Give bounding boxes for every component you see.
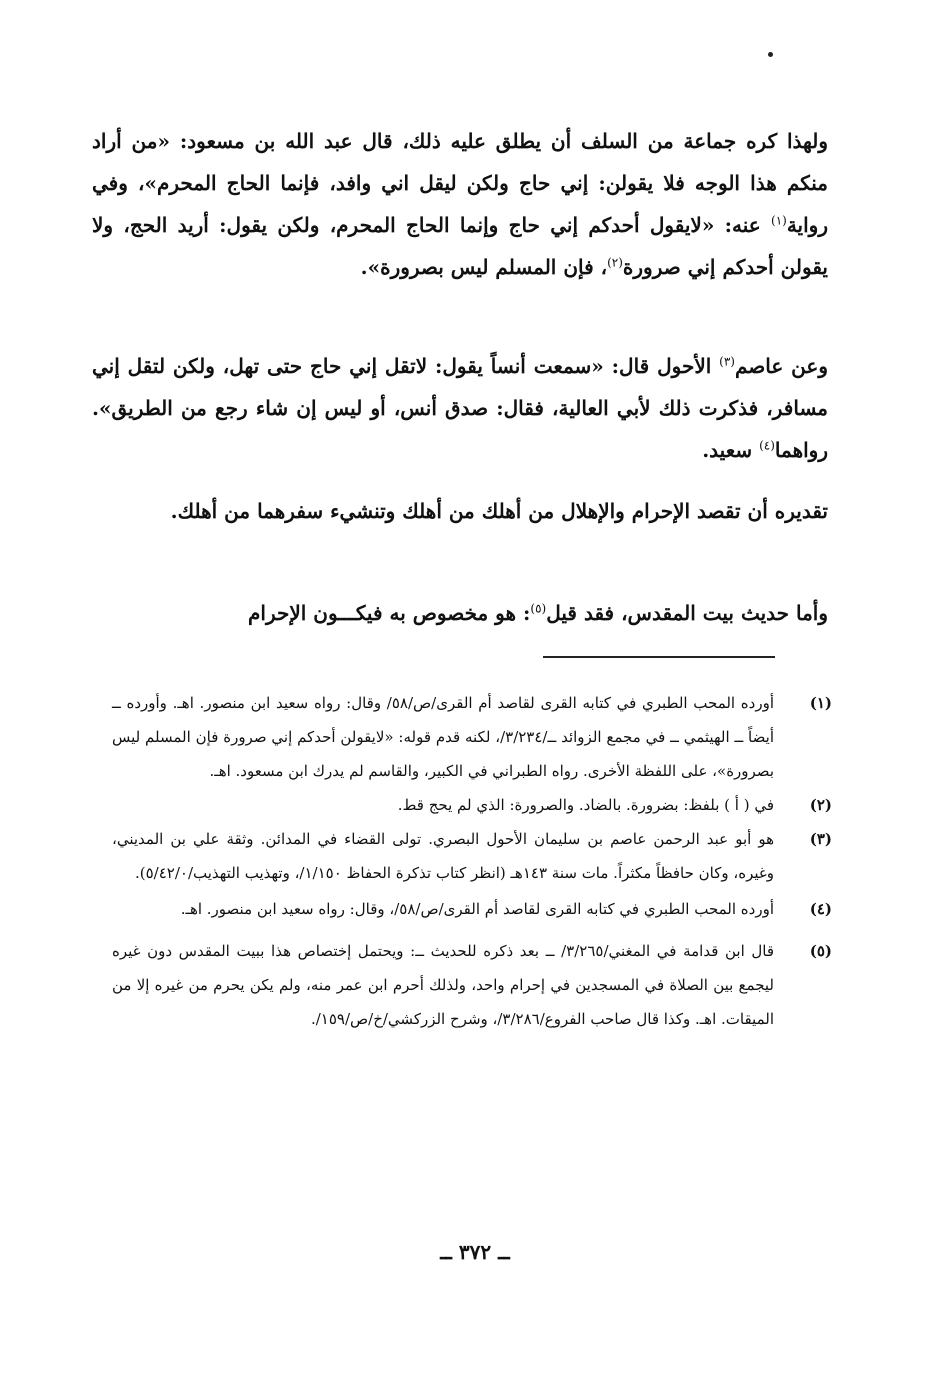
footnote-text: في ( أ ) بلفظ: بضرورة. بالضاد. والصرورة: الذي لم يحج قط. [397, 796, 774, 814]
footnote-number: (٣) [809, 830, 832, 848]
footnote-1 [112, 686, 832, 788]
paragraph-1-text-b: عنه: «لايقول أحدكم إني حاج وإنما الحاج المحرم، ولكن يقول: أريد الحج، ولا يقولن أحدكم إني صرورة [92, 213, 828, 279]
paragraph-1 [92, 120, 828, 288]
paragraph-2 [92, 345, 828, 471]
footnote-number: (٤) [809, 900, 832, 918]
footnote-number: (٥) [809, 942, 832, 960]
paragraph-2-text: وعن عاصم [734, 354, 828, 378]
footnote-text: أورده المحب الطبري في كتابه القرى لقاصد أم القرى/ص/٥٨/ وقال: رواه سعيد ابن منصور. اهـ. وأورده ــ أيضاً ــ الهيثمي ــ في مجمع الزوائد ــ/٣/٢٣٤/، لكنه قدم قوله: «لايقولن أحدكم إني صرورة فإن المسلم ليس بصرورة»، على اللفظة الأخرى. رواه الطبراني في الكبير، والقاسم لم يدرك ابن مسعود. اهـ. [112, 694, 774, 780]
footnote-separator [543, 656, 775, 658]
paragraph-3-text: تقديره أن تقصد الإحرام والإهلال من أهلك من أهلك وتنشيء سفرهما من أهلك. [170, 499, 828, 523]
footnote-4 [112, 892, 832, 926]
footnote-text: هو أبو عبد الرحمن عاصم بن سليمان الأحول البصري. تولى القضاء في المدائن. وثقة علي بن المديني، وغيره، وكان حافظاً مكثراً. مات سنة ١٤٣هـ (انظر كتاب تذكرة الحفاظ ١/١٥٠/، وتهذيب التهذيب/٥/٤٢/٠). [112, 830, 774, 882]
footnote-text: أورده المحب الطبري في كتابه القرى لقاصد أم القرى/ص/٥٨/، وقال: رواه سعيد ابن منصور. اهـ. [180, 900, 774, 918]
paragraph-4-text: وأما حديث بيت المقدس، فقد قيل [546, 601, 828, 625]
footnote-ref-2: (٢) [607, 255, 623, 270]
page-number: ــ ٣٧٢ ــ [440, 1240, 510, 1264]
paragraph-1-text-c: ، فإن المسلم ليس بصرورة». [360, 255, 608, 279]
footnote-3 [112, 822, 832, 890]
footnote-ref-3: (٣) [719, 354, 735, 369]
footnote-ref-5: (٥) [530, 601, 547, 616]
ink-dot [768, 52, 773, 57]
paragraph-4-text-b: : هو مخصوص به فيكـــون الإحرام [248, 601, 531, 625]
footnote-ref-1: (١) [771, 213, 787, 228]
paragraph-2-text-c: سعيد. [702, 438, 760, 462]
footnotes [112, 686, 832, 1036]
footnote-5 [112, 934, 832, 1036]
footnote-ref-4: (٤) [759, 438, 775, 453]
footnote-number: (١) [809, 694, 832, 712]
paragraph-3 [92, 490, 828, 532]
paragraph-4 [92, 592, 828, 634]
paragraph-1-text: ولهذا كره جماعة من السلف أن يطلق عليه ذلك، قال عبد الله بن مسعود: «من أراد منكم هذا الوجه فلا يقولن: إني حاج ولكن ليقل اني وافد، فإنما الحاج المحرم»، وفي رواية [92, 129, 828, 237]
footnote-number: (٢) [809, 796, 832, 814]
footnote-2 [112, 788, 832, 822]
paragraph-2-text-b: الأحول قال: «سمعت أنساً يقول: لاتقل إني حاج حتى تهل، ولكن لتقل إني مسافر، فذكرت ذلك لأبي العالية، فقال: صدق أنس، أو ليس إن شاء رجع من الطريق». رواهما [92, 354, 828, 462]
footnote-text: قال ابن قدامة في المغني/٣/٢٦٥/ ــ بعد ذكره للحديث ــ: ويحتمل إختصاص هذا ببيت المقدس دون غيره ليجمع بين الصلاة في المسجدين في إحرام واحد، ولذلك أحرم ابن عمر منه، ولم يكن يحرم من غيره إلا من الميقات. اهـ. وكذا قال صاحب الفروع/٣/٢٨٦/، وشرح الزركشي/خ/ص/١٥٩/. [112, 942, 774, 1028]
